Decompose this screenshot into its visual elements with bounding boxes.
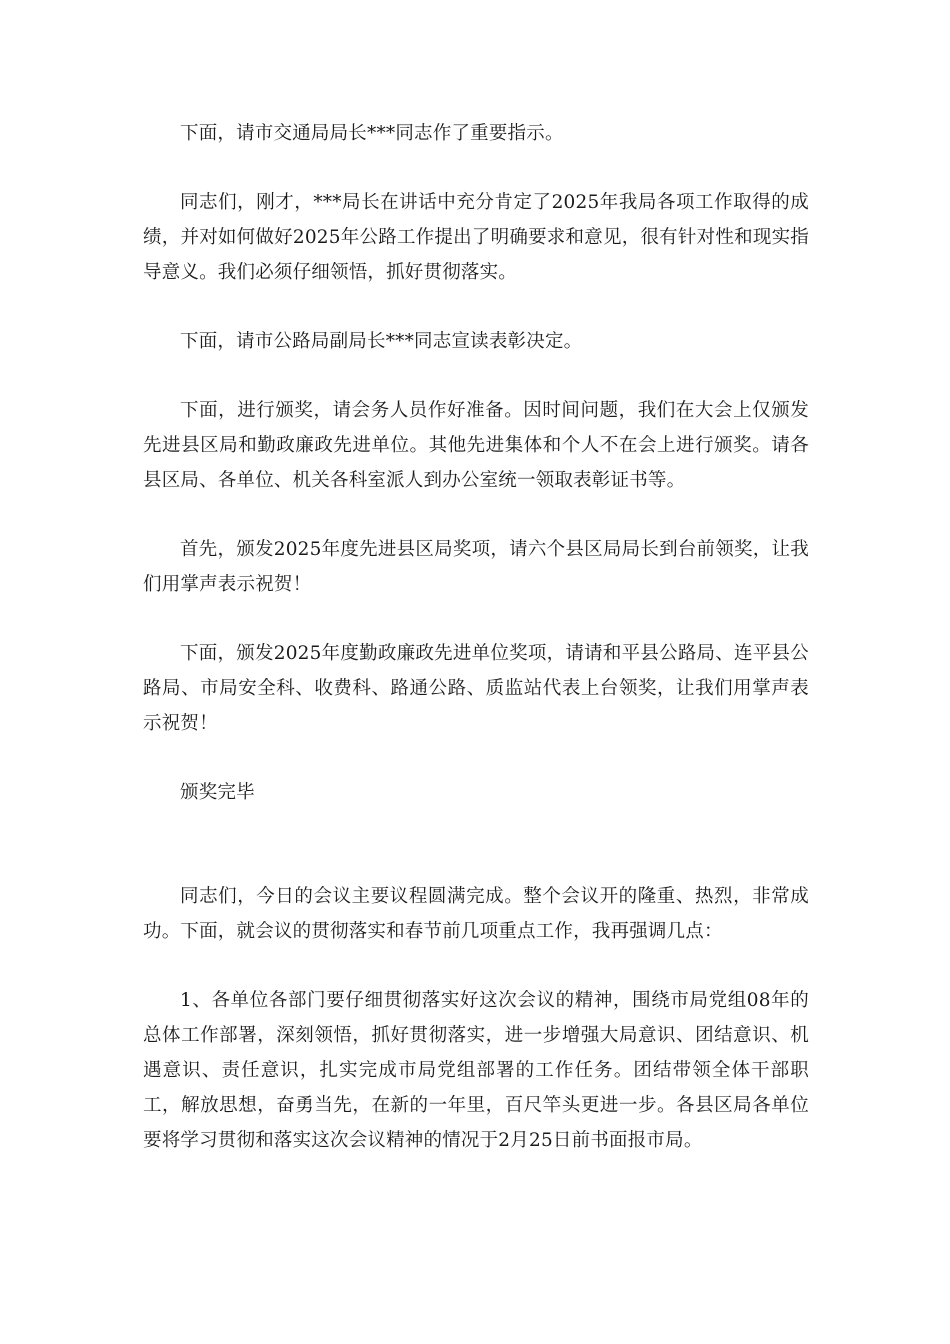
paragraph-affirmation: 同志们，刚才，***局长在讲话中充分肯定了2025年我局各项工作取得的成绩，并对如何做好2025年公路工作提出了明确要求和意见，很有针对性和现实指导意义。我们必须仔细领悟，抓好贯彻落实。	[143, 192, 809, 283]
paragraph-meeting-summary: 同志们，今日的会议主要议程圆满完成。整个会议开的隆重、热烈，非常成功。下面，就会议的贯彻落实和春节前几项重点工作，我再强调几点：	[143, 886, 809, 942]
paragraph-integrity-awards: 下面，颁发2025年度勤政廉政先进单位奖项，请请和平县公路局、连平县公路局、市局安全科、收费科、路通公路、质监站代表上台领奖，让我们用掌声表示祝贺！	[143, 643, 809, 734]
paragraph-award-prep: 下面，进行颁奖，请会务人员作好准备。因时间问题，我们在大会上仅颁发先进县区局和勤政廉政先进单位。其他先进集体和个人不在会上进行颁奖。请各县区局、各单位、机关各科室派人到办公室统一领取表彰证书等。	[143, 400, 809, 491]
paragraph-county-awards: 首先，颁发2025年度先进县区局奖项，请六个县区局局长到台前领奖，让我们用掌声表示祝贺！	[143, 539, 809, 595]
paragraph-commendation-reading: 下面，请市公路局副局长***同志宣读表彰决定。	[180, 331, 583, 352]
paragraph-awards-complete: 颁奖完毕	[180, 782, 255, 803]
document-body	[143, 116, 809, 1192]
paragraph-point-one: 1、各单位各部门要仔细贯彻落实好这次会议的精神，围绕市局党组08年的总体工作部署，深刻领悟，抓好贯彻落实，进一步增强大局意识、团结意识、机遇意识、责任意识，扎实完成市局党组部署的工作任务。团结带领全体干部职工，解放思想，奋勇当先，在新的一年里，百尺竿头更进一步。各县区局各单位要将学习贯彻和落实这次会议精神的情况于2月25日前书面报市局。	[143, 990, 809, 1151]
paragraph-instruction: 下面，请市交通局局长***同志作了重要指示。	[180, 123, 564, 144]
